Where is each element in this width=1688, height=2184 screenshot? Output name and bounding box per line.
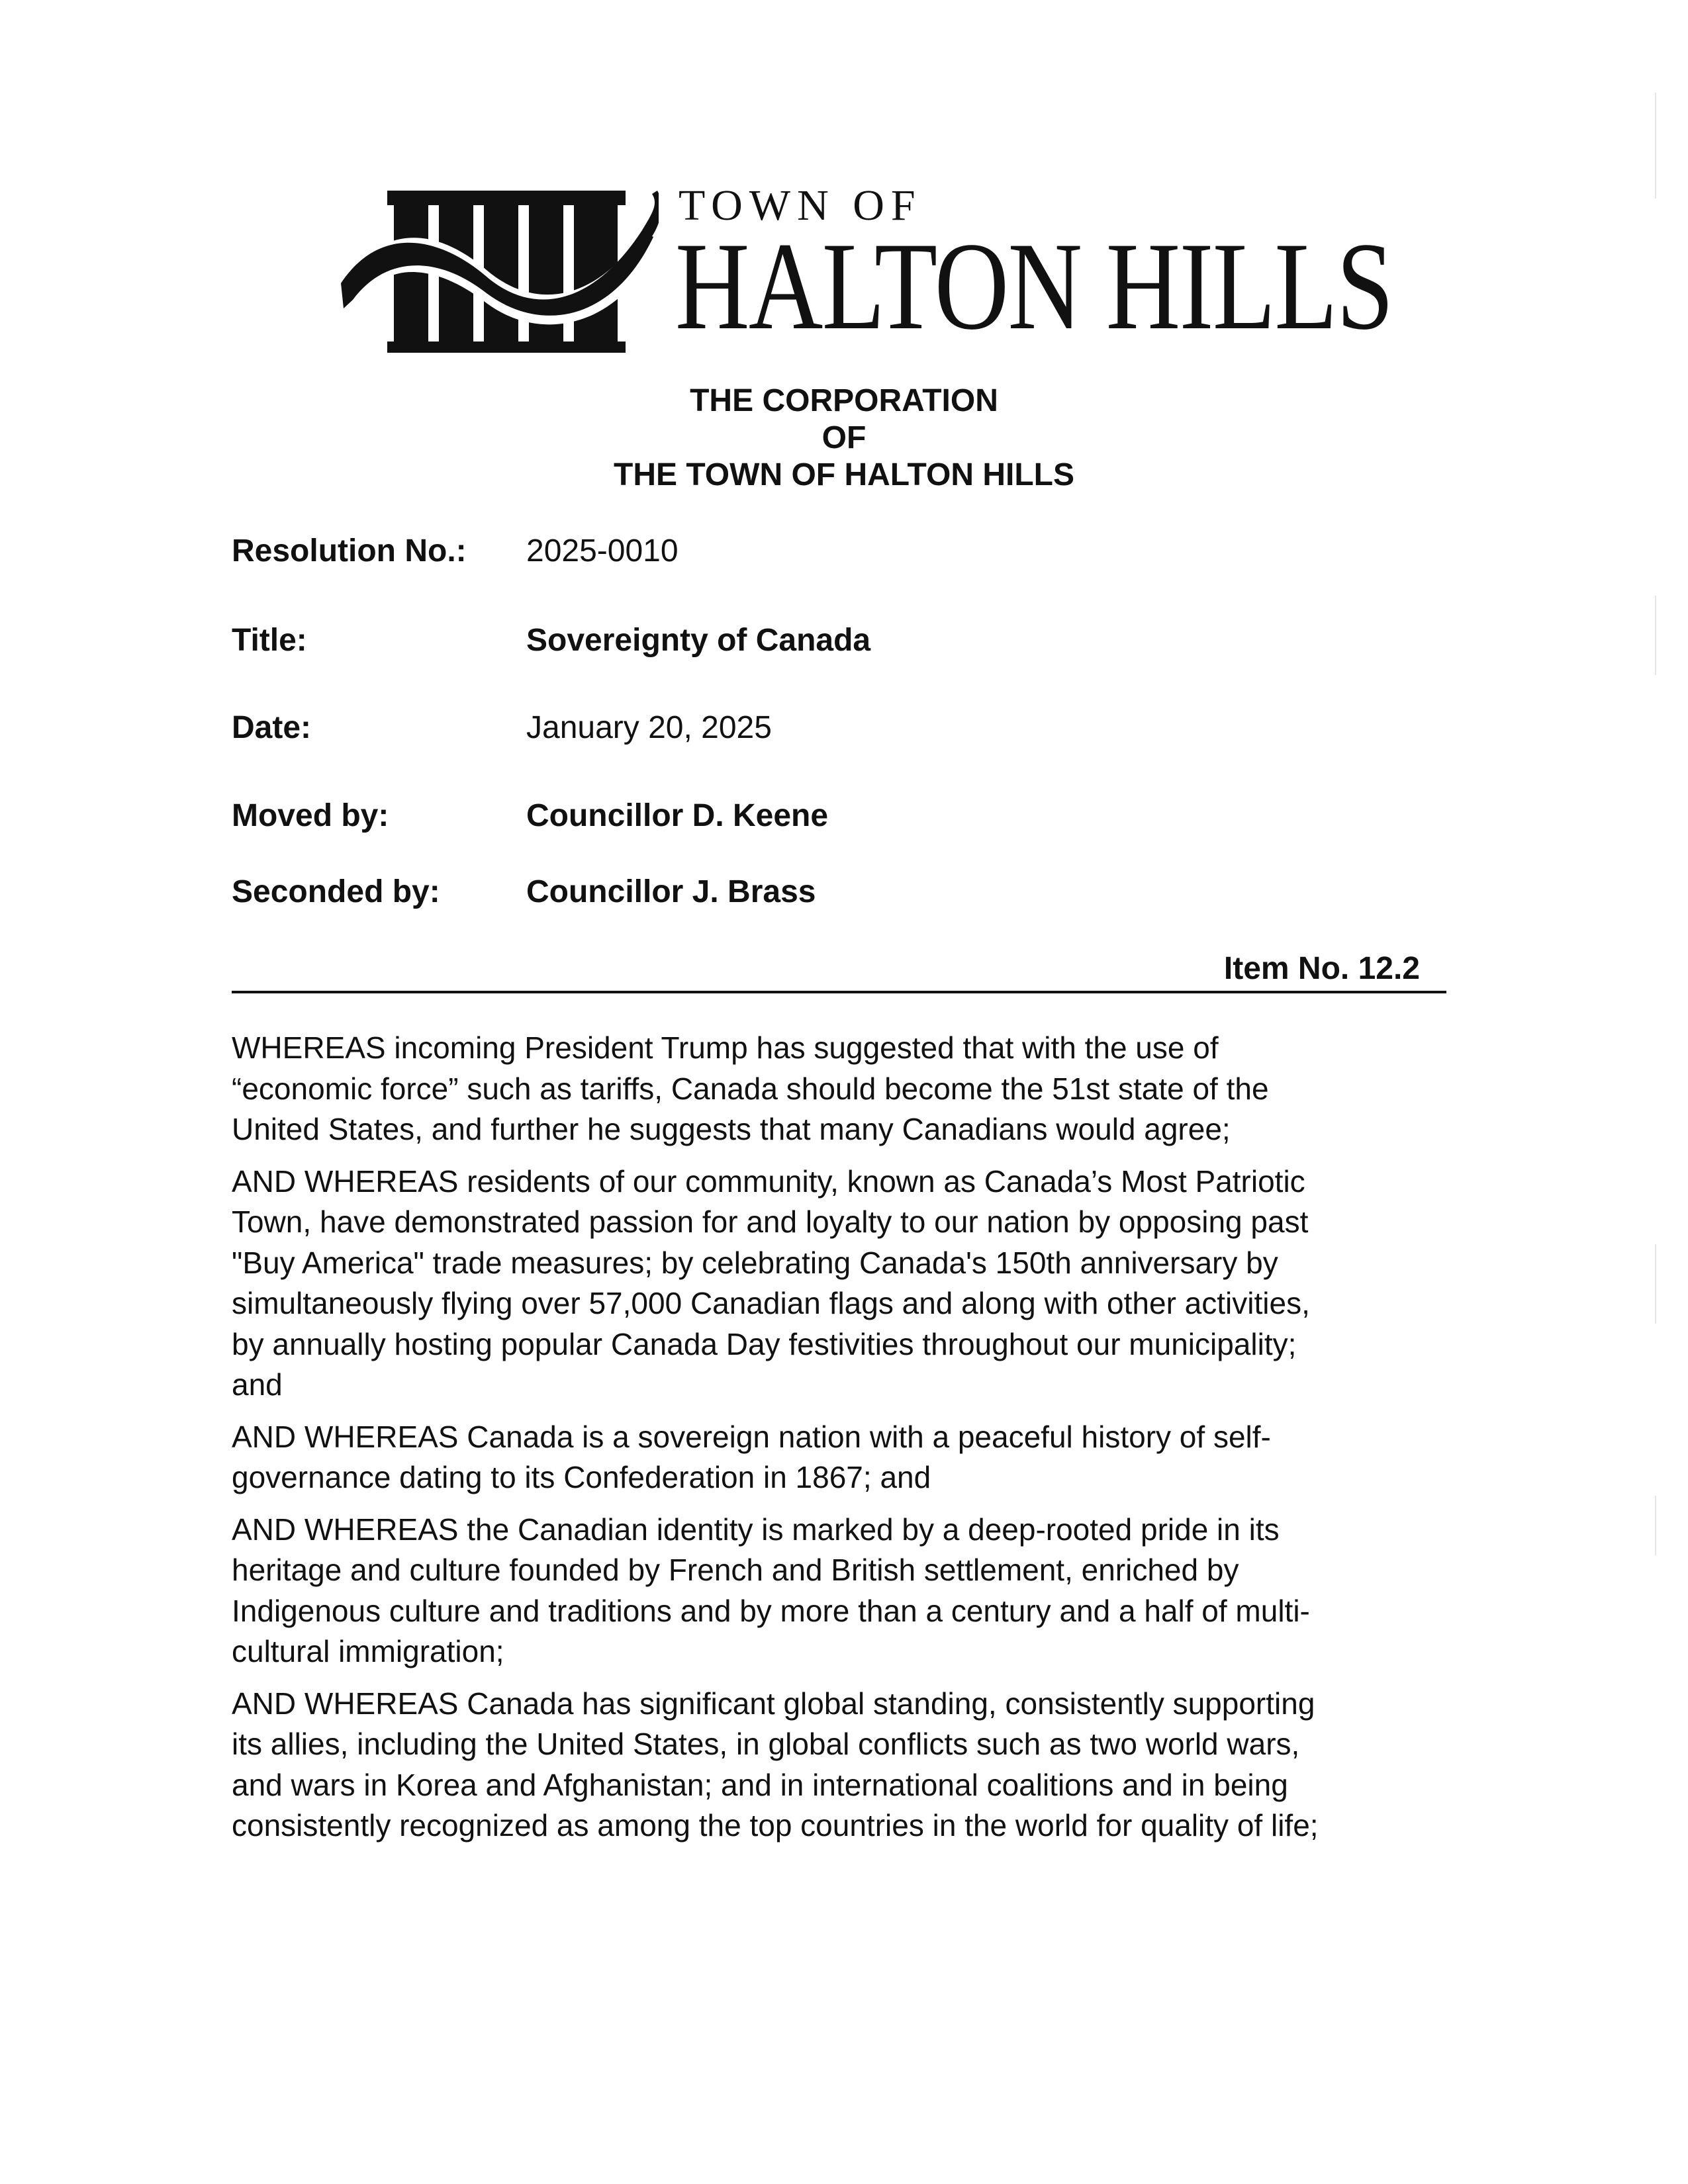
seconded-by-label: Seconded by: [232,874,440,909]
paragraph-line: its allies, including the United States, in global conflicts such as two world wars, [232,1727,1300,1761]
date-value: January 20, 2025 [526,710,772,745]
paragraph-line: WHEREAS incoming President Trump has suggested that with the use of [232,1030,1219,1065]
moved-by-label: Moved by: [232,798,389,833]
paragraph-line: Town, have demonstrated passion for and loyalty to our nation by opposing past [232,1205,1309,1239]
paragraph-line: governance dating to its Confederation in 1867; and [232,1460,931,1494]
corporation-heading-line-1: THE CORPORATION [690,383,998,418]
whereas-paragraph-3 [232,1417,1430,1498]
title-value: Sovereignty of Canada [526,623,871,658]
date-label: Date: [232,710,312,745]
paragraph-line: "Buy America" trade measures; by celebrating Canada's 150th anniversary by [232,1245,1278,1280]
paragraph-line: cultural immigration; [232,1634,504,1668]
paragraph-line: AND WHEREAS Canada is a sovereign nation with a peaceful history of self- [232,1419,1271,1454]
corporation-heading-line-2: OF [821,420,867,455]
whereas-paragraph-4 [232,1510,1430,1672]
paragraph-line: by annually hosting popular Canada Day festivities throughout our municipality; [232,1326,1297,1361]
paragraph-line: consistently recognized as among the top countries in the world for quality of life; [232,1808,1319,1843]
paragraph-line: and [232,1367,283,1402]
whereas-paragraph-2 [232,1161,1430,1406]
scan-artifact [1655,1496,1656,1555]
logo-town-name: HALTON HILLS [675,217,1393,356]
town-logo [341,181,1393,356]
logo-town-of-text: TOWN OF [679,181,922,230]
whereas-paragraph-5 [232,1684,1430,1846]
moved-by-value: Councillor D. Keene [526,798,829,833]
paragraph-line: simultaneously flying over 57,000 Canadian flags and along with other activities, [232,1286,1310,1320]
halton-hills-logo-mark [341,191,659,353]
resolution-number-label: Resolution No.: [232,533,467,569]
paragraph-line: “economic force” such as tariffs, Canada should become the 51st state of the [232,1071,1269,1106]
corporation-heading-line-3: THE TOWN OF HALTON HILLS [614,457,1074,492]
item-number: Item No. 12.2 [1223,951,1420,986]
header-divider [232,991,1446,993]
paragraph-line: United States, and further he suggests that many Canadians would agree; [232,1112,1231,1146]
paragraph-line: and wars in Korea and Afghanistan; and in international coalitions and in being [232,1767,1288,1802]
paragraph-line: AND WHEREAS the Canadian identity is marked by a deep-rooted pride in its [232,1512,1280,1547]
whereas-paragraph-1 [232,1028,1430,1150]
resolution-number-value: 2025-0010 [526,533,679,569]
scan-artifact [1655,93,1656,199]
resolution-body [232,1028,1430,1858]
paragraph-line: AND WHEREAS residents of our community, known as Canada’s Most Patriotic [232,1163,1305,1199]
seconded-by-value: Councillor J. Brass [526,874,816,909]
title-label: Title: [232,623,307,658]
scan-artifact [1655,596,1656,675]
paragraph-line: AND WHEREAS Canada has significant global standing, consistently supporting [232,1686,1315,1721]
scan-artifact [1655,1244,1656,1324]
paragraph-line: heritage and culture founded by French and British settlement, enriched by [232,1553,1239,1587]
paragraph-line: Indigenous culture and traditions and by more than a century and a half of multi- [232,1593,1310,1628]
